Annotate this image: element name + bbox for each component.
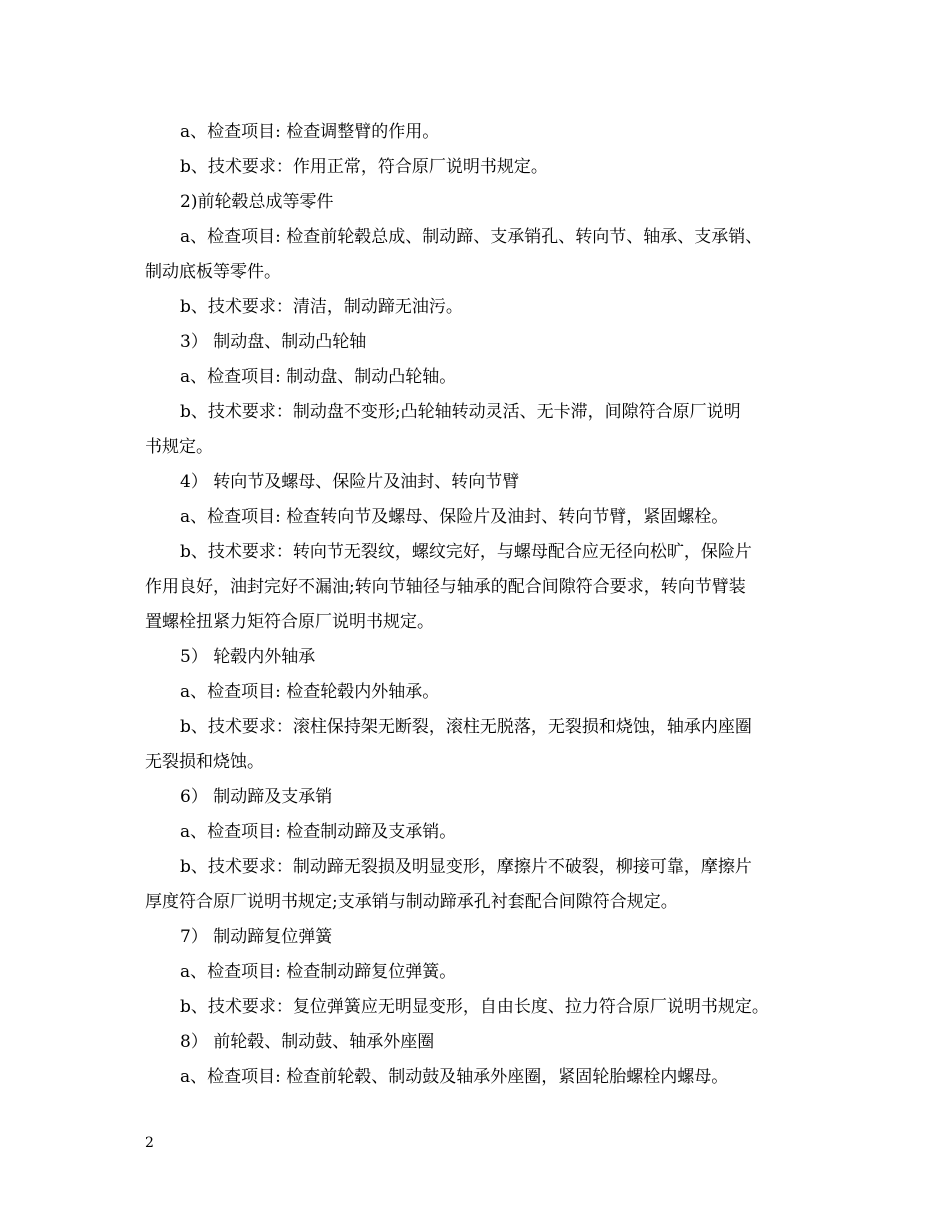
text-line: 置螺栓扭紧力矩符合原厂说明书规定。 (145, 612, 434, 632)
text-line: b、技术要求：复位弹簧应无明显变形，自由长度、拉力符合原厂说明书规定。 (180, 997, 769, 1017)
text-line: b、技术要求：制动盘不变形;凸轮轴转动灵活、无卡滞，间隙符合原厂说明 (180, 402, 741, 422)
text-line: a、检查项目: 制动盘、制动凸轮轴。 (180, 367, 457, 387)
text-line: a、检查项目: 检查制动蹄及支承销。 (180, 822, 457, 842)
text-line: 无裂损和烧蚀。 (145, 752, 264, 772)
text-line: a、检查项目: 检查前轮毂总成、制动蹄、支承销孔、转向节、轴承、支承销、 (180, 227, 763, 247)
text-line: 书规定。 (145, 437, 213, 457)
text-line: b、技术要求：清洁，制动蹄无油污。 (180, 297, 463, 317)
page-number: 2 (145, 1135, 154, 1151)
text-line: b、技术要求：制动蹄无裂损及明显变形，摩擦片不破裂，柳接可靠，摩擦片 (180, 857, 752, 877)
text-line: 厚度符合原厂说明书规定;支承销与制动蹄承孔衬套配合间隙符合规定。 (145, 892, 678, 912)
text-line: a、检查项目: 检查转向节及螺母、保险片及油封、转向节臂，紧固螺栓。 (180, 507, 729, 527)
text-line: 5） 轮毂内外轴承 (180, 647, 316, 667)
text-line: 8） 前轮毂、制动鼓、轴承外座圈 (180, 1032, 435, 1052)
text-line: 制动底板等零件。 (145, 262, 281, 282)
text-line: 7） 制动蹄复位弹簧 (180, 927, 333, 947)
text-line: a、检查项目: 检查前轮毂、制动鼓及轴承外座圈，紧固轮胎螺栓内螺母。 (180, 1067, 729, 1087)
text-line: b、技术要求：作用正常，符合原厂说明书规定。 (180, 157, 548, 177)
text-line: a、检查项目: 检查轮毂内外轴承。 (180, 682, 440, 702)
text-line: 2)前轮毂总成等零件 (180, 192, 334, 212)
text-line: 作用良好，油封完好不漏油;转向节轴径与轴承的配合间隙符合要求，转向节臂装 (145, 577, 746, 597)
text-line: 4） 转向节及螺母、保险片及油封、转向节臂 (180, 472, 520, 492)
text-line: 6） 制动蹄及支承销 (180, 787, 333, 807)
text-line: b、技术要求：转向节无裂纹，螺纹完好，与螺母配合应无径向松旷，保险片 (180, 542, 752, 562)
text-line: a、检查项目: 检查调整臂的作用。 (180, 122, 440, 142)
text-line: b、技术要求：滚柱保持架无断裂，滚柱无脱落，无裂损和烧蚀，轴承内座圈 (180, 717, 752, 737)
text-line: a、检查项目: 检查制动蹄复位弹簧。 (180, 962, 457, 982)
text-line: 3） 制动盘、制动凸轮轴 (180, 332, 367, 352)
